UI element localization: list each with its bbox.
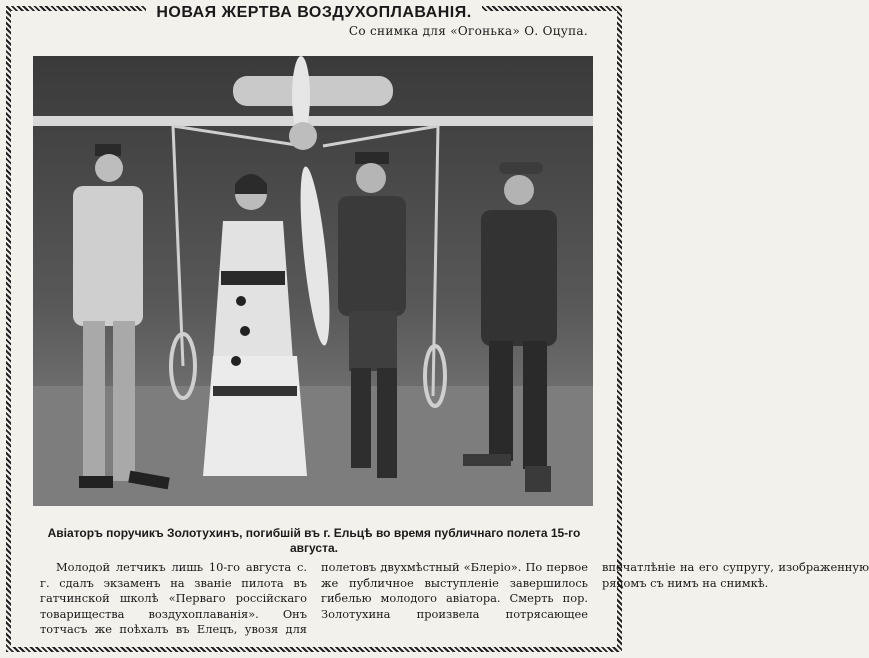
photograph <box>33 56 593 506</box>
photo-illustration <box>33 56 593 506</box>
article-body: Молодой летчикъ лишь 10-го августа с. г. сдалъ экзаменъ на званіе пилота въ гатчинской школѣ «Перваго россійскаго товарищества воздухоплаванія». Онъ тотчасъ же поѣхалъ въ Елецъ, увозя для полетовъ двухмѣстный «Блеріо». По первое же публичное выступленіе завершилось гибелью молодого авіатора. Смерть пор. Золотухина произвела потрясающее впечатлѣніе на его супругу, изображенную рядомъ съ нимъ на снимкѣ. <box>40 560 869 636</box>
engine-housing <box>233 76 393 106</box>
page-title: НОВАЯ ЖЕРТВА ВОЗДУХОПЛАВАНІЯ. <box>146 2 481 24</box>
photo-caption: Авіаторъ поручикъ Золотухинъ, погибшій въ г. Ельцѣ во время публичнаго полета 15-го августа. <box>47 526 581 555</box>
photo-credit: Со снимка для «Огонька» О. Оцупа. <box>348 24 588 38</box>
airplane-wing <box>33 116 593 126</box>
header <box>0 2 628 24</box>
